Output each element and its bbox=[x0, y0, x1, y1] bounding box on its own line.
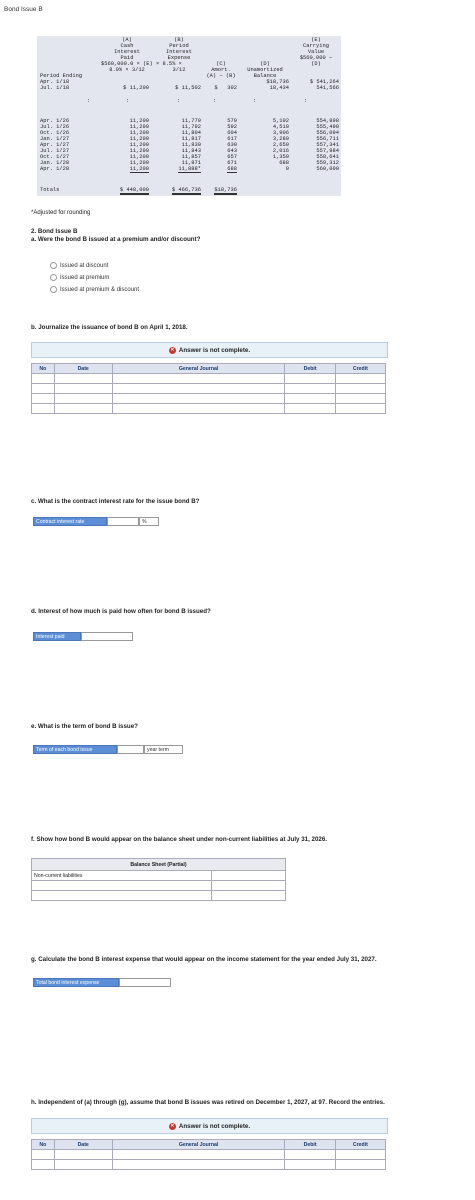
header-a: (A) Cash Interest Paid $560,000.0 × (E) × 8.5% × 8.0% × 3/12 bbox=[101, 37, 182, 73]
journal-cell-debit[interactable] bbox=[285, 404, 335, 414]
table-row-col-b: 11,817 bbox=[181, 136, 201, 142]
term-row bbox=[33, 745, 183, 754]
table-row-col-a: 11,200 bbox=[129, 136, 149, 142]
col-debit: Debit bbox=[285, 1140, 335, 1150]
table-row-col-d: 2,016 bbox=[272, 148, 289, 154]
question-h: h. Independent of (a) through (g), assume that bond B issues was retired on December 1, 2027, at 97. Record the entries. bbox=[31, 1099, 385, 1106]
table-row-col-e: 555,490 bbox=[316, 124, 339, 130]
journal-cell-gj[interactable] bbox=[112, 1150, 285, 1160]
term-input[interactable] bbox=[117, 745, 144, 754]
table-row-period: Apr. 1/28 bbox=[40, 166, 70, 172]
table-row-period: Jan. 1/27 bbox=[40, 136, 70, 142]
interest-expense-label: Total bond interest expense bbox=[33, 978, 119, 987]
table-row-col-c: 592 bbox=[227, 124, 237, 130]
table-row-col-c: 643 bbox=[227, 148, 237, 154]
journal-cell-date[interactable] bbox=[54, 404, 112, 414]
footnote: *Adjusted for rounding bbox=[31, 210, 91, 216]
journal-table-h bbox=[31, 1139, 386, 1170]
col-general-journal: General Journal bbox=[112, 364, 285, 374]
option-premium[interactable]: Issued at premium bbox=[50, 274, 109, 281]
col-general-journal: General Journal bbox=[112, 1140, 285, 1150]
journal-cell-debit[interactable] bbox=[285, 1150, 335, 1160]
ellipsis: : bbox=[126, 98, 130, 104]
totals-label: Totals bbox=[40, 187, 60, 193]
table-row-col-a: 11,200 bbox=[129, 142, 149, 148]
table-row-col-b: 11,843 bbox=[181, 148, 201, 154]
col-date: Date bbox=[54, 1140, 112, 1150]
header-d: (D) Unamortized Balance bbox=[247, 61, 283, 79]
bs-line-input[interactable] bbox=[32, 881, 212, 891]
top-row-col-c: $ 302 bbox=[214, 85, 237, 91]
question-g: g. Calculate the bond B interest expense that would appear on the income statement for the year ended July 31, 2027. bbox=[31, 956, 377, 963]
table-row-col-d: 0 bbox=[285, 166, 289, 172]
table-row-col-d: 1,359 bbox=[272, 154, 289, 160]
top-row-period: Apr. 1/18 bbox=[40, 79, 70, 85]
table-row-col-c: 671 bbox=[227, 160, 237, 166]
journal-row bbox=[32, 394, 386, 404]
journal-cell-date[interactable] bbox=[54, 394, 112, 404]
top-row-col-b: $ 11,502 bbox=[175, 85, 201, 91]
journal-table-b bbox=[31, 363, 386, 414]
journal-cell-date[interactable] bbox=[54, 384, 112, 394]
ellipsis: : bbox=[213, 98, 217, 104]
ellipsis: : bbox=[87, 98, 91, 104]
journal-cell-credit[interactable] bbox=[335, 374, 385, 384]
table-row-col-b: 11,830 bbox=[181, 142, 201, 148]
journal-cell-no bbox=[32, 394, 55, 404]
table-row-col-e: 560,000 bbox=[316, 166, 339, 172]
answer-banner-h: ✕ Answer is not complete. bbox=[31, 1118, 388, 1134]
top-row-col-e: $ 541,264 bbox=[309, 79, 339, 85]
table-row-col-a: 11,200 bbox=[129, 160, 149, 166]
col-no: No bbox=[32, 364, 55, 374]
table-row-col-e: 557,984 bbox=[316, 148, 339, 154]
table-row-col-d: 3,289 bbox=[272, 136, 289, 142]
balance-sheet-table bbox=[31, 858, 286, 901]
non-current-liabilities-label: Non-current liabilities bbox=[32, 871, 212, 881]
journal-cell-debit[interactable] bbox=[285, 1160, 335, 1170]
table-row-period: Oct. 1/27 bbox=[40, 154, 70, 160]
table-row-period: Jul. 1/27 bbox=[40, 148, 70, 154]
col-date: Date bbox=[54, 364, 112, 374]
journal-cell-gj[interactable] bbox=[112, 1160, 285, 1170]
contract-rate-row bbox=[33, 517, 159, 526]
question-d: d. Interest of how much is paid how often for bond B issued? bbox=[31, 608, 211, 615]
journal-cell-gj[interactable] bbox=[112, 384, 285, 394]
table-row-col-e: 558,641 bbox=[316, 154, 339, 160]
table-row-col-c: 617 bbox=[227, 136, 237, 142]
journal-cell-credit[interactable] bbox=[335, 1150, 385, 1160]
table-row-period: Jul. 1/26 bbox=[40, 124, 70, 130]
table-row-col-e: 556,711 bbox=[316, 136, 339, 142]
header-e: (E) Carrying Value $560,000 − (D) bbox=[299, 37, 333, 67]
term-label: Term of each bond issue bbox=[33, 745, 117, 754]
journal-cell-no bbox=[32, 1150, 55, 1160]
totals-col-b: $ 466,736 bbox=[171, 187, 201, 193]
journal-cell-no bbox=[32, 384, 55, 394]
radio-icon[interactable] bbox=[50, 286, 57, 293]
answer-banner: ✕ Answer is not complete. bbox=[31, 342, 388, 358]
question-b: b. Journalize the issuance of bond B on April 1, 2018. bbox=[31, 324, 188, 331]
table-row-col-c: 579 bbox=[227, 118, 237, 124]
table-row-col-c: 604 bbox=[227, 130, 237, 136]
journal-cell-gj[interactable] bbox=[112, 374, 285, 384]
table-row-period: Jan. 1/28 bbox=[40, 160, 70, 166]
table-row-col-a: 11,200 bbox=[129, 148, 149, 154]
table-row-col-d: 4,510 bbox=[272, 124, 289, 130]
table-row-col-b: 11,779 bbox=[181, 118, 201, 124]
radio-icon[interactable] bbox=[50, 262, 57, 269]
totals-col-c: $18,736 bbox=[214, 187, 237, 193]
error-icon: ✕ bbox=[170, 1123, 175, 1129]
table-row-col-c: 688 bbox=[227, 166, 237, 172]
journal-row bbox=[32, 1160, 386, 1170]
journal-cell-no bbox=[32, 374, 55, 384]
table-row-col-b: 11,871 bbox=[181, 160, 201, 166]
interest-paid-label: Interest paid bbox=[33, 632, 81, 641]
contract-rate-input[interactable] bbox=[107, 517, 139, 526]
contract-rate-label: Contract interest rate bbox=[33, 517, 107, 526]
journal-cell-date[interactable] bbox=[54, 1150, 112, 1160]
top-row-period: Jul. 1/18 bbox=[40, 85, 70, 91]
option-discount[interactable]: Issued at discount bbox=[50, 262, 108, 269]
col-credit: Credit bbox=[335, 364, 385, 374]
table-row-col-a: 11,200 bbox=[129, 130, 149, 136]
journal-cell-no bbox=[32, 1160, 55, 1170]
question-c: c. What is the contract interest rate for the issue bond B? bbox=[31, 498, 200, 505]
table-row-col-a: 11,200 bbox=[129, 118, 149, 124]
table-row-col-b: 11,857 bbox=[181, 154, 201, 160]
interest-expense-input[interactable] bbox=[119, 978, 171, 987]
table-row-col-b: 11,804 bbox=[181, 130, 201, 136]
bs-amount-cell[interactable] bbox=[212, 891, 286, 901]
radio-icon[interactable] bbox=[50, 274, 57, 281]
percent-suffix: % bbox=[139, 517, 159, 526]
interest-paid-row bbox=[33, 632, 133, 641]
table-row-col-e: 556,094 bbox=[316, 130, 339, 136]
amortization-table bbox=[37, 36, 341, 196]
table-row-col-d: 688 bbox=[279, 160, 289, 166]
journal-row bbox=[32, 404, 386, 414]
header-period: Period Ending bbox=[40, 73, 83, 79]
error-icon: ✕ bbox=[170, 347, 175, 353]
header-c: (C) Amort. (A) − (B) bbox=[206, 61, 236, 79]
col-debit: Debit bbox=[285, 364, 335, 374]
interest-paid-input[interactable] bbox=[81, 632, 133, 641]
journal-cell-debit[interactable] bbox=[285, 394, 335, 404]
table-row-col-b: 11,888* bbox=[178, 166, 201, 172]
table-row-col-b: 11,792 bbox=[181, 124, 201, 130]
top-row-col-d: $18,736 bbox=[266, 79, 289, 85]
ellipsis: : bbox=[304, 98, 308, 104]
journal-cell-no bbox=[32, 404, 55, 414]
journal-cell-gj[interactable] bbox=[112, 394, 285, 404]
journal-cell-date[interactable] bbox=[54, 374, 112, 384]
col-credit: Credit bbox=[335, 1140, 385, 1150]
bs-amount-cell[interactable] bbox=[212, 881, 286, 891]
ellipsis: : bbox=[177, 98, 181, 104]
journal-cell-credit[interactable] bbox=[335, 384, 385, 394]
question-a: a. Were the bond B issued at a premium and/or discount? bbox=[31, 236, 201, 243]
table-row-period: Apr. 1/27 bbox=[40, 142, 70, 148]
table-row-col-c: 657 bbox=[227, 154, 237, 160]
col-no: No bbox=[32, 1140, 55, 1150]
top-row-col-a: $ 11,200 bbox=[123, 85, 149, 91]
table-row-period: Apr. 1/26 bbox=[40, 118, 70, 124]
option-premium-discount[interactable]: Issued at premium & discount bbox=[50, 286, 139, 293]
journal-cell-gj[interactable] bbox=[112, 404, 285, 414]
ellipsis: : bbox=[253, 98, 257, 104]
table-row-col-e: 554,898 bbox=[316, 118, 339, 124]
header-b: (B) Period Interest Expense 3/12 bbox=[166, 37, 192, 73]
table-row-col-e: 559,312 bbox=[316, 160, 339, 166]
year-term-suffix: year term bbox=[144, 745, 183, 754]
journal-cell-credit[interactable] bbox=[335, 404, 385, 414]
page-title: Bond Issue B bbox=[4, 6, 43, 13]
journal-cell-debit[interactable] bbox=[285, 374, 335, 384]
journal-cell-credit[interactable] bbox=[335, 1160, 385, 1170]
journal-row bbox=[32, 1150, 386, 1160]
table-row-col-d: 2,659 bbox=[272, 142, 289, 148]
bs-amount-cell[interactable] bbox=[212, 871, 286, 881]
table-row-col-a: 11,200 bbox=[129, 154, 149, 160]
table-row-col-d: 5,102 bbox=[272, 118, 289, 124]
table-row-col-a: 11,200 bbox=[129, 124, 149, 130]
balance-sheet-title: Balance Sheet (Partial) bbox=[32, 859, 286, 871]
table-row-col-a: 11,200 bbox=[129, 166, 149, 172]
interest-expense-row bbox=[33, 978, 171, 987]
totals-col-a: $ 448,000 bbox=[119, 187, 149, 193]
top-row-col-e: 541,566 bbox=[316, 85, 339, 91]
table-row-col-c: 630 bbox=[227, 142, 237, 148]
journal-row bbox=[32, 384, 386, 394]
journal-cell-debit[interactable] bbox=[285, 384, 335, 394]
journal-cell-credit[interactable] bbox=[335, 394, 385, 404]
section-heading: 2. Bond Issue B bbox=[31, 228, 78, 235]
table-row-col-d: 3,906 bbox=[272, 130, 289, 136]
question-e: e. What is the term of bond B issue? bbox=[31, 723, 138, 730]
table-row-period: Oct. 1/26 bbox=[40, 130, 70, 136]
bs-line-input[interactable] bbox=[32, 891, 212, 901]
journal-row bbox=[32, 374, 386, 384]
question-f: f. Show how bond B would appear on the balance sheet under non-current liabilities at July 31, 2026. bbox=[31, 836, 328, 843]
top-row-col-d: 18,434 bbox=[269, 85, 289, 91]
table-row-col-e: 557,341 bbox=[316, 142, 339, 148]
journal-cell-date[interactable] bbox=[54, 1160, 112, 1170]
